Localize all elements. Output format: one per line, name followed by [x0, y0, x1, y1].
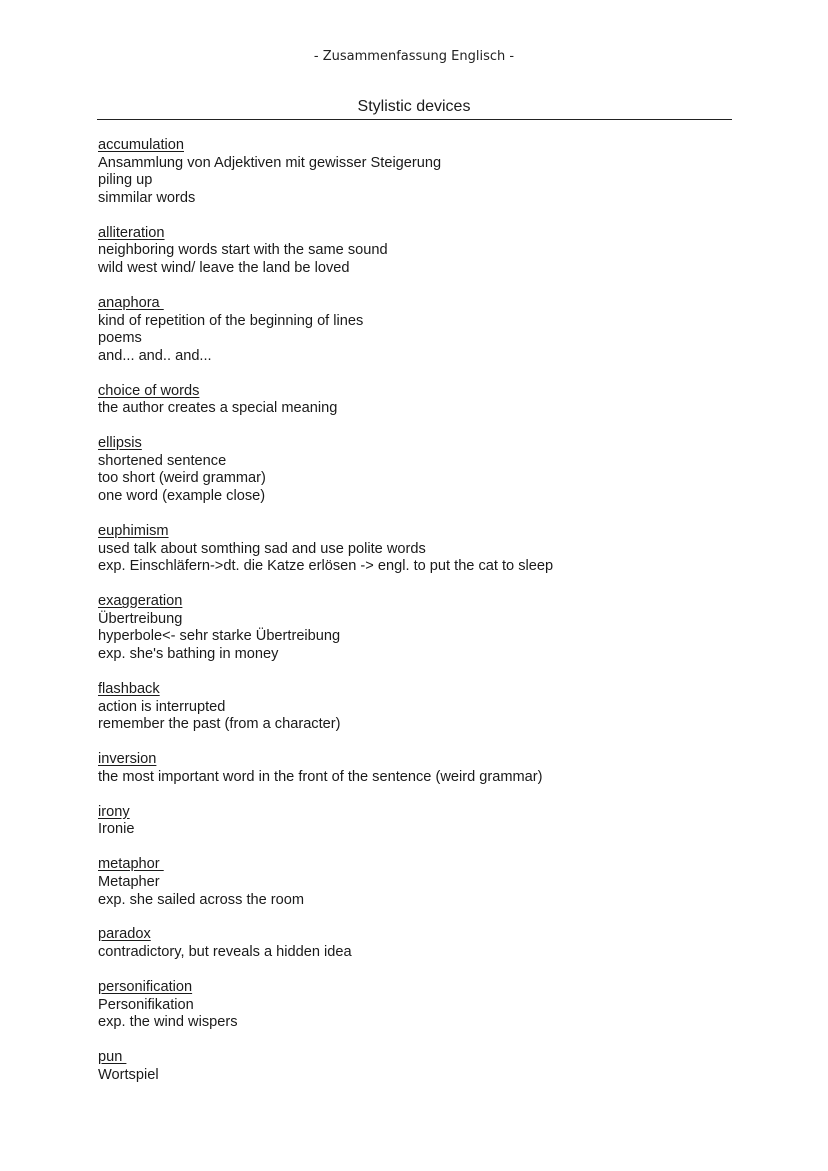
glossary-definition-line: too short (weird grammar) — [98, 470, 266, 487]
glossary-term: ellipsis — [98, 435, 142, 452]
glossary-term: inversion — [98, 751, 157, 768]
glossary-term: choice of words — [98, 382, 200, 399]
glossary-term: alliteration — [98, 224, 165, 241]
glossary-definition-line: exp. she's bathing in money — [98, 646, 279, 662]
glossary-definition-line: contradictory, but reveals a hidden idea — [98, 944, 352, 961]
glossary-definition-line: Wortspiel — [98, 1066, 159, 1083]
glossary-entry — [98, 856, 738, 909]
glossary-definition-line: Ansammlung von Adjektiven mit gewisser Steigerung — [98, 154, 442, 171]
glossary-definition-line: neighboring words start with the same sound — [98, 242, 388, 259]
glossary-definition-line: Personifikation — [98, 996, 194, 1013]
glossary-entry — [98, 137, 738, 207]
glossary-definition-line: the author creates a special meaning — [98, 400, 338, 417]
glossary-definition-line: kind of repetition of the beginning of lines — [98, 312, 364, 329]
glossary-entry — [98, 435, 738, 505]
glossary-term: personification — [98, 979, 193, 996]
glossary-definition-line: Übertreibung — [98, 610, 183, 627]
glossary-entry — [98, 295, 738, 365]
glossary-term: euphimism — [98, 523, 169, 540]
document-title: Stylistic devices — [357, 98, 471, 115]
glossary-term: metaphor — [98, 856, 164, 873]
glossary-definition-line: piling up — [98, 172, 153, 189]
glossary-term: flashback — [98, 680, 160, 697]
glossary-entry — [98, 383, 738, 418]
glossary-definition-line: Ironie — [98, 821, 135, 838]
glossary-entry — [98, 804, 738, 839]
glossary-term: accumulation — [98, 137, 184, 153]
glossary-entry — [98, 593, 738, 663]
page-header: - Zusammenfassung Englisch - — [313, 49, 515, 64]
glossary-definition-line: the most important word in the front of the sentence (weird grammar) — [98, 768, 543, 785]
glossary-term: pun — [98, 1049, 127, 1066]
title-divider — [97, 119, 732, 120]
glossary-definition-line: Metapher — [98, 873, 160, 890]
glossary-entry — [98, 751, 738, 786]
glossary-entry — [98, 523, 738, 576]
glossary-entry — [98, 926, 738, 961]
glossary-definition-line: hyperbole<- sehr starke Übertreibung — [98, 628, 341, 645]
glossary-definition-line: remember the past (from a character) — [98, 716, 341, 733]
glossary-definition-line: poems — [98, 330, 142, 347]
glossary-entry — [98, 681, 738, 734]
glossary-definition-line: exp. she sailed across the room — [98, 891, 305, 908]
glossary-list — [98, 137, 738, 1102]
glossary-definition-line: used talk about somthing sad and use polite words — [98, 540, 426, 557]
glossary-definition-line: wild west wind/ leave the land be loved — [98, 259, 350, 276]
glossary-term: irony — [98, 803, 130, 820]
glossary-term: exaggeration — [98, 593, 183, 610]
glossary-entry — [98, 1049, 738, 1084]
glossary-definition-line: shortened sentence — [98, 452, 227, 469]
glossary-term: paradox — [98, 926, 151, 943]
glossary-definition-line: and... and.. and... — [98, 347, 212, 364]
glossary-definition-line: one word (example close) — [98, 488, 266, 505]
glossary-entry — [98, 979, 738, 1032]
glossary-definition-line: exp. Einschläfern->dt. die Katze erlösen -> engl. to put the cat to sleep — [98, 558, 554, 575]
glossary-definition-line: simmilar words — [98, 189, 196, 206]
glossary-entry — [98, 225, 738, 278]
glossary-term: anaphora — [98, 294, 164, 311]
glossary-definition-line: exp. the wind wispers — [98, 1014, 238, 1031]
glossary-definition-line: action is interrupted — [98, 698, 226, 715]
